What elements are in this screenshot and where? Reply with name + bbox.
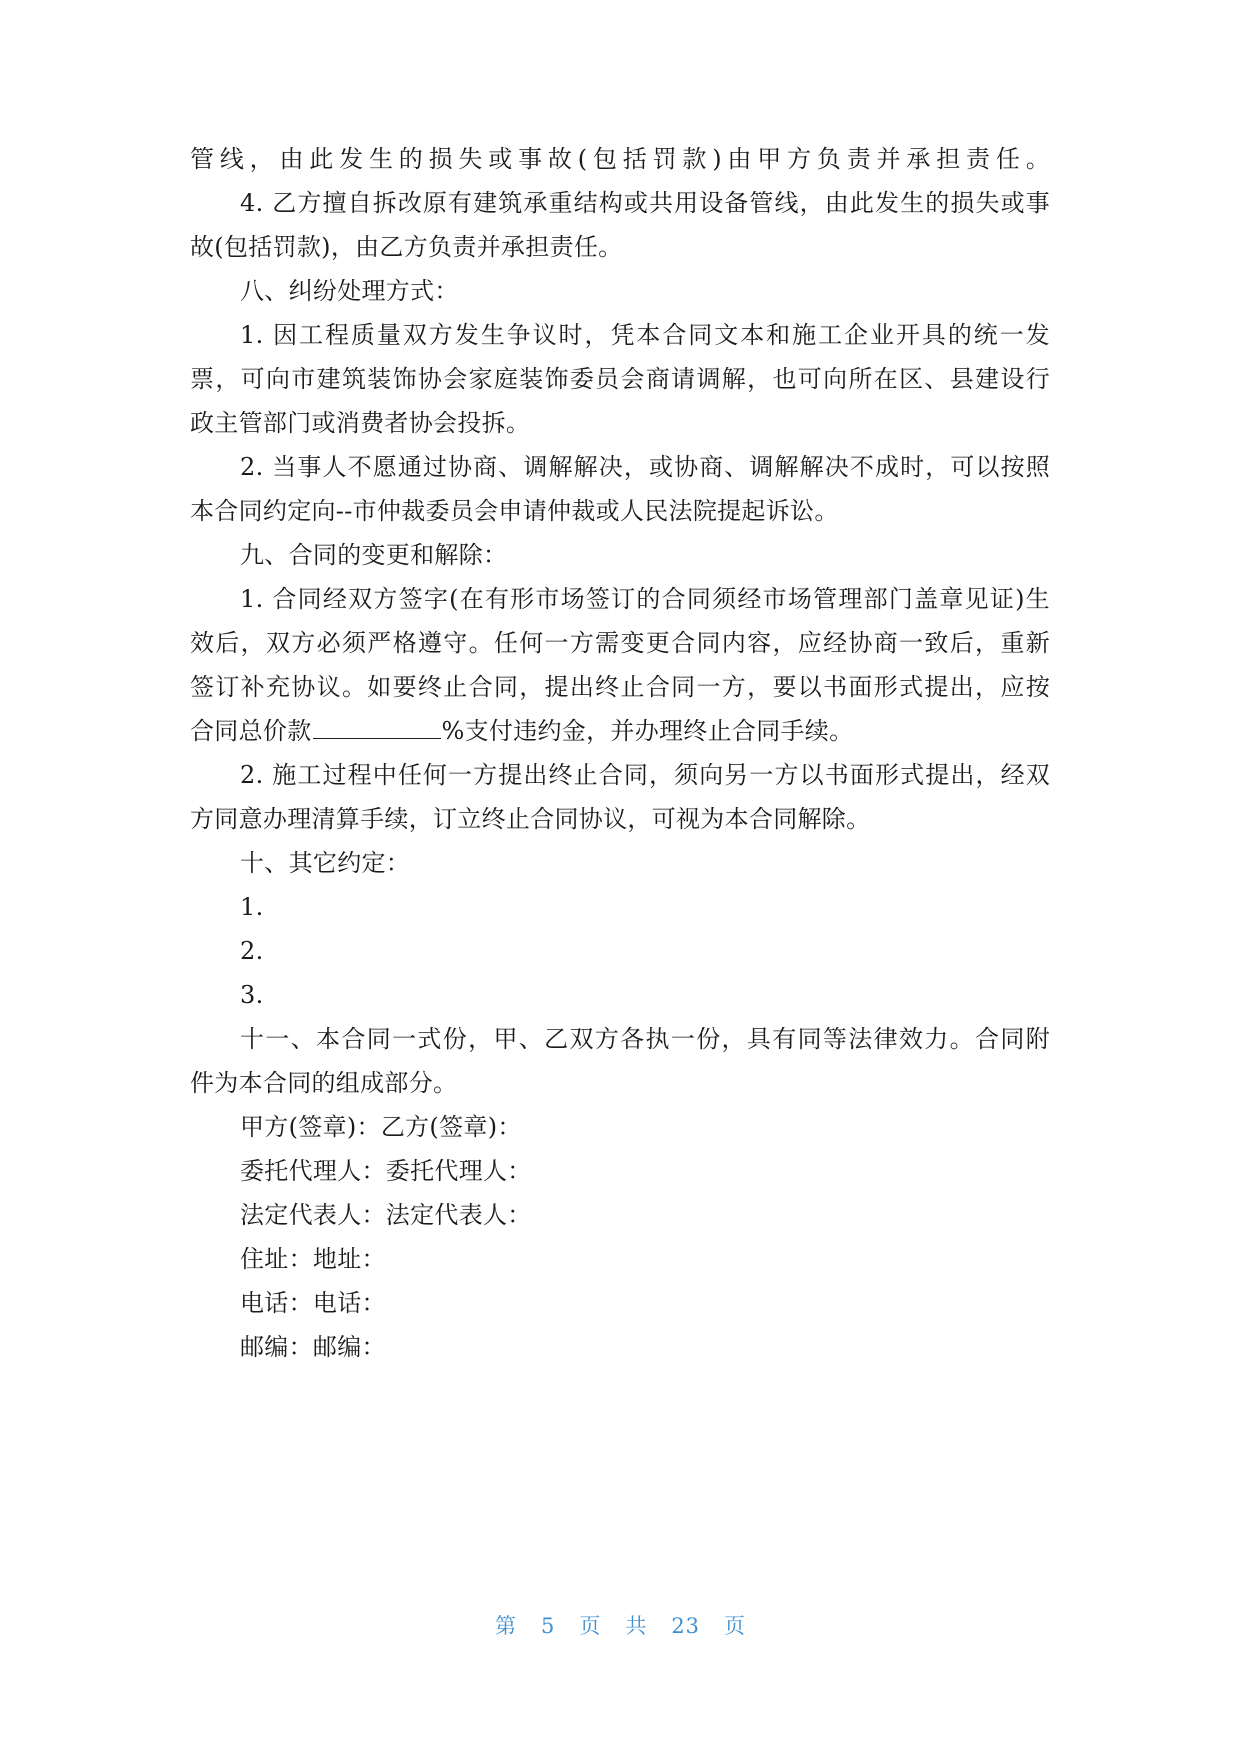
signature-line: 委托代理人：委托代理人：: [240, 1157, 532, 1185]
text-line: 1. 因工程质量双方发生争议时，凭本合同文本和施工企业开具的统一发: [240, 321, 1050, 349]
text-line: 本合同约定向--市仲裁委员会申请仲裁或人民法院提起诉讼。: [190, 497, 839, 525]
text-line: 2. 施工过程中任何一方提出终止合同，须向另一方以书面形式提出，经双: [240, 761, 1050, 789]
text-line: 件为本合同的组成部分。: [190, 1069, 458, 1097]
text-line: 效后，双方必须严格遵守。任何一方需变更合同内容，应经协商一致后，重新: [190, 629, 1050, 657]
section-heading: 八、纠纷处理方式：: [240, 277, 459, 305]
text-line: 4. 乙方擅自拆改原有建筑承重结构或共用设备管线，由此发生的损失或事: [240, 189, 1050, 217]
footer-gong: 共: [625, 1614, 648, 1638]
text-line: 票，可向市建筑装饰协会家庭装饰委员会商请调解，也可向所在区、县建设行: [190, 365, 1050, 393]
section-heading: 十、其它约定：: [240, 849, 411, 877]
text-line: 2. 当事人不愿通过协商、调解解决，或协商、调解解决不成时，可以按照: [240, 453, 1050, 481]
text-line: 故(包括罚款)，由乙方负责并承担责任。: [190, 233, 623, 261]
total-page-count: 23: [671, 1614, 701, 1638]
signature-line: 甲方(签章)：乙方(签章)：: [240, 1113, 522, 1141]
signature-line: 住址：地址：: [240, 1245, 386, 1273]
list-item: 3.: [240, 981, 264, 1009]
footer-di: 第: [494, 1614, 517, 1638]
signature-line: 电话：电话：: [240, 1289, 386, 1317]
text-line: 1. 合同经双方签字(在有形市场签订的合同须经市场管理部门盖章见证)生: [240, 585, 1050, 613]
section-heading: 九、合同的变更和解除：: [240, 541, 508, 569]
footer-ye: 页: [579, 1614, 602, 1638]
text-segment: %支付违约金，并办理终止合同手续。: [441, 717, 854, 745]
signature-line: 邮编：邮编：: [240, 1333, 386, 1361]
fill-in-blank: [313, 716, 441, 739]
text-line: 管线，由此发生的损失或事故(包括罚款)由甲方负责并承担责任。: [190, 145, 1050, 173]
list-item: 2.: [240, 937, 264, 965]
page-footer: [0, 1610, 1241, 1640]
text-line: 签订补充协议。如要终止合同，提出终止合同一方，要以书面形式提出，应按: [190, 673, 1050, 701]
text-line: 方同意办理清算手续，订立终止合同协议，可视为本合同解除。: [190, 805, 871, 833]
signature-line: 法定代表人：法定代表人：: [240, 1201, 532, 1229]
text-segment: 合同总价款: [190, 717, 312, 745]
text-line: 政主管部门或消费者协会投拆。: [190, 409, 531, 437]
footer-ye2: 页: [724, 1614, 747, 1638]
text-line: 十一、本合同一式份，甲、乙双方各执一份，具有同等法律效力。合同附: [240, 1025, 1050, 1053]
current-page-number: 5: [540, 1614, 556, 1638]
list-item: 1.: [240, 893, 264, 921]
text-line-with-blank: [190, 716, 1050, 746]
